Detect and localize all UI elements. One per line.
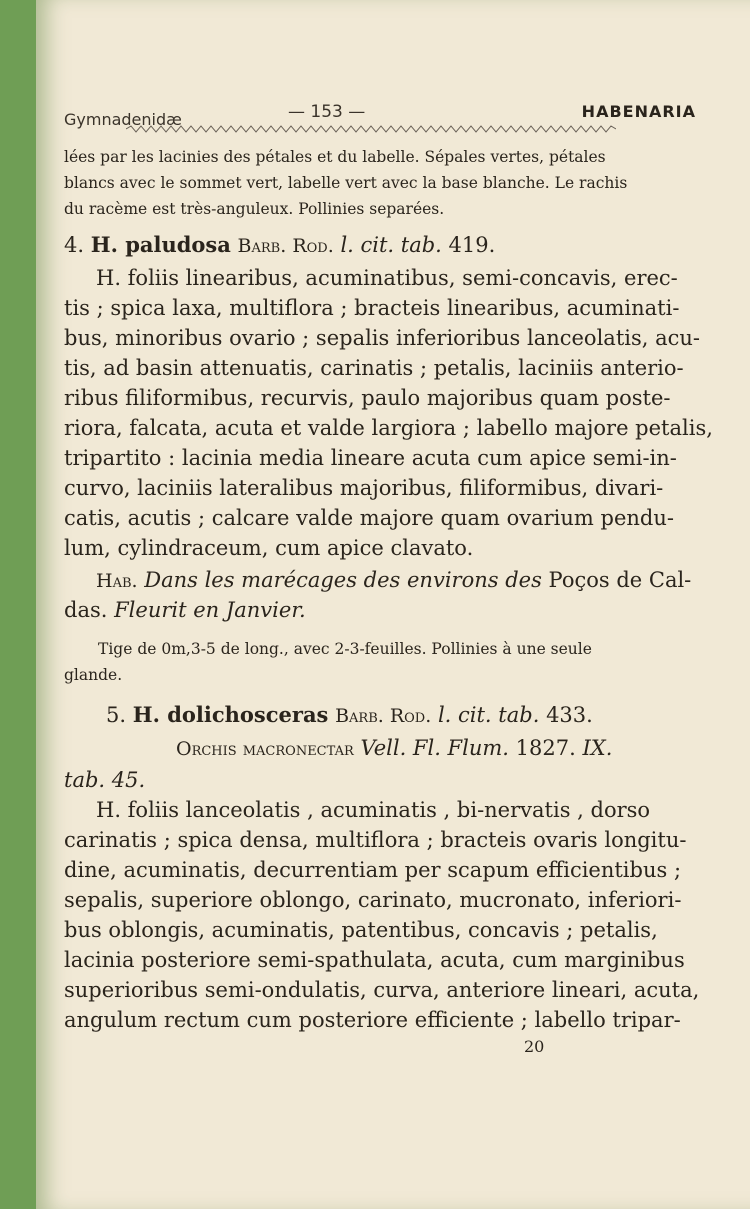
text-line: blancs avec le sommet vert, labelle vert avec la base blanche. Le rachis xyxy=(64,174,628,192)
synonym-line: tab. 45. xyxy=(64,768,146,792)
text-line: riora, falcata, acuta et valde largiora ; labello majore petalis, xyxy=(64,416,713,440)
species-heading-4: 4. H. paludosa Barb. Rod. l. cit. tab. 419. xyxy=(64,232,496,257)
text-line: bus oblongis, acuminatis, patentibus, concavis ; petalis, xyxy=(64,918,658,942)
text-line: H. foliis lanceolatis , acuminatis , bi-nervatis , dorso xyxy=(96,798,651,822)
text-line: superioribus semi-ondulatis, curva, anteriore lineari, acuta, xyxy=(64,978,700,1002)
text-line: tis, ad basin attenuatis, carinatis ; petalis, laciniis anterio- xyxy=(64,356,684,380)
text-line: tis ; spica laxa, multiflora ; bracteis linearibus, acuminati- xyxy=(64,296,680,320)
text-line: dine, acuminatis, decurrentiam per scapum efficientibus ; xyxy=(64,858,682,882)
header-genus: HABENARIA xyxy=(581,102,696,121)
text-line: bus, minoribus ovario ; sepalis inferioribus lanceolatis, acu- xyxy=(64,326,700,350)
synonym-line: Orchis macronectar Vell. Fl. Flum. 1827. IX. xyxy=(176,736,613,760)
text-line: lum, cylindraceum, cum apice clavato. xyxy=(64,536,474,560)
habitat-line: Hab. Dans les marécages des environs des Poços de Cal- xyxy=(96,568,692,592)
text-line: sepalis, superiore oblongo, carinato, mucronato, inferiori- xyxy=(64,888,682,912)
text-line: catis, acutis ; calcare valde majore quam ovarium pendu- xyxy=(64,506,674,530)
text-line: lées par les lacinies des pétales et du labelle. Sépales vertes, pétales xyxy=(64,148,606,166)
text-line: ribus filiformibus, recurvis, paulo majoribus quam poste- xyxy=(64,386,671,410)
text-line: carinatis ; spica densa, multiflora ; bracteis ovaris longitu- xyxy=(64,828,687,852)
text-line: lacinia posteriore semi-spathulata, acuta, cum marginibus xyxy=(64,948,685,972)
text-line: du racème est très-anguleux. Pollinies separées. xyxy=(64,200,445,218)
text-line: H. foliis linearibus, acuminatibus, semi-concavis, erec- xyxy=(96,266,678,290)
species-heading-5: 5. H. dolichosceras Barb. Rod. l. cit. tab. 433. xyxy=(106,702,593,727)
habitat-line: das. Fleurit en Janvier. xyxy=(64,598,306,622)
note-line: glande. xyxy=(64,666,123,684)
wavy-rule xyxy=(126,124,616,134)
text-line: curvo, laciniis lateralibus majoribus, filiformibus, divari- xyxy=(64,476,664,500)
text-line: angulum rectum cum posteriore efficiente ; labello tripar- xyxy=(64,1008,681,1032)
signature-number: 20 xyxy=(524,1037,545,1056)
text-line: tripartito : lacinia media lineare acuta cum apice semi-in- xyxy=(64,446,677,470)
book-page xyxy=(36,0,750,1209)
note-line: Tige de 0m,3-5 de long., avec 2-3-feuilles. Pollinies à une seule xyxy=(98,640,592,658)
header-family: Gymnadenidæ xyxy=(64,110,182,129)
header-page-number: — 153 — xyxy=(288,102,366,122)
